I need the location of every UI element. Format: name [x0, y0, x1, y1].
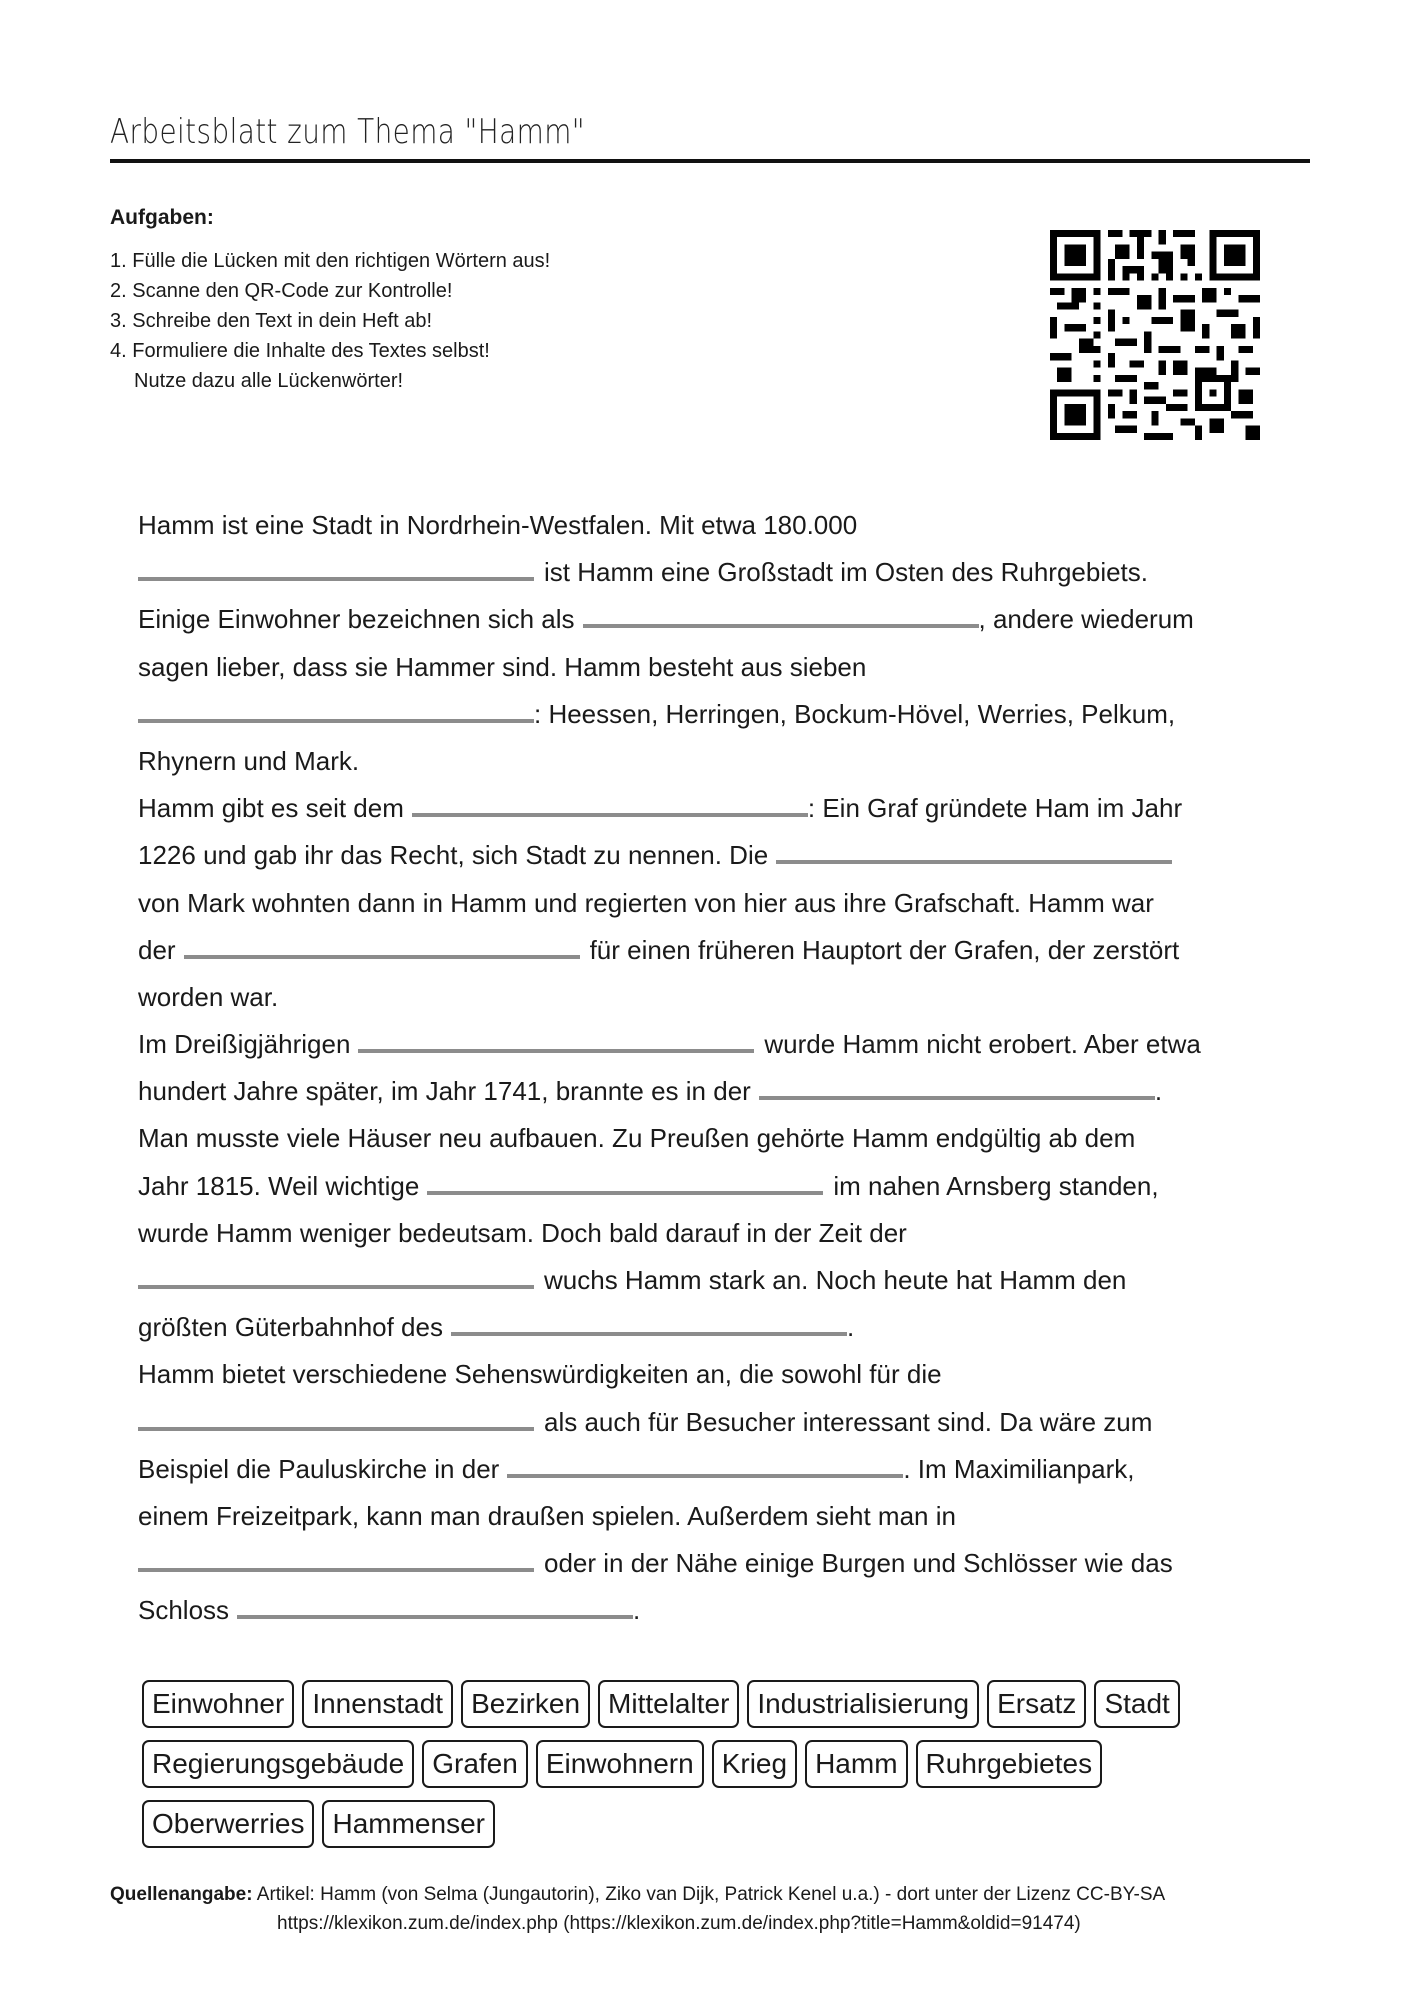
gap-field[interactable] [759, 1076, 1155, 1100]
task-item: 1. Fülle die Lücken mit den richtigen Wörtern aus! [110, 250, 551, 272]
source-citation [110, 1880, 1165, 1938]
gap-field[interactable] [138, 699, 534, 723]
gap-field[interactable] [412, 793, 808, 817]
task-item: 2. Scanne den QR-Code zur Kontrolle! [110, 280, 453, 302]
gap-field[interactable] [138, 1548, 534, 1572]
gap-field[interactable] [138, 1265, 534, 1289]
word-bank-row [142, 1740, 1292, 1788]
word-chip[interactable]: Oberwerries [142, 1800, 314, 1848]
text-line: Hamm bietet verschiedene Sehenswürdigkeiten an, die sowohl für die [138, 1359, 942, 1390]
word-chip[interactable]: Einwohnern [536, 1740, 704, 1788]
word-chip[interactable]: Ersatz [987, 1680, 1086, 1728]
word-chip[interactable]: Hammenser [322, 1800, 494, 1848]
task-item: 3. Schreibe den Text in dein Heft ab! [110, 310, 433, 332]
gap-field[interactable] [451, 1312, 847, 1336]
gap-field[interactable] [776, 840, 1172, 864]
text-line: einem Freizeitpark, kann man draußen spielen. Außerdem sieht man in [138, 1500, 956, 1531]
title-divider [110, 159, 1310, 163]
text-line: 1226 und gab ihr das Recht, sich Stadt zu nennen. Die [138, 832, 1288, 879]
text-line: Rhynern und Mark. [138, 745, 360, 776]
task-item: Nutze dazu alle Lückenwörter! [134, 370, 404, 392]
word-chip[interactable]: Stadt [1094, 1680, 1179, 1728]
word-chip[interactable]: Innenstadt [302, 1680, 453, 1728]
word-bank-row [142, 1800, 1292, 1848]
word-bank [142, 1680, 1292, 1860]
text-line: wuchs Hamm stark an. Noch heute hat Hamm den [138, 1257, 1288, 1304]
gap-field[interactable] [507, 1454, 903, 1478]
text-line: wurde Hamm weniger bedeutsam. Doch bald darauf in der Zeit der [138, 1217, 907, 1248]
source-url[interactable]: https://klexikon.zum.de/index.php (https://klexikon.zum.de/index.php?title=Hamm&oldid=91474) [277, 1913, 1081, 1934]
text-line: der für einen früheren Hauptort der Grafen, der zerstört [138, 934, 1180, 965]
word-chip[interactable]: Grafen [422, 1740, 528, 1788]
text-line: Einige Einwohner bezeichnen sich als , andere wiederum [138, 604, 1194, 635]
source-label: Quellenangabe: [110, 1884, 253, 1905]
page-title: Arbeitsblatt zum Thema "Hamm" [110, 112, 586, 152]
text-line: worden war. [138, 981, 279, 1012]
gap-field[interactable] [583, 604, 979, 628]
task-item: 4. Formuliere die Inhalte des Textes selbst! [110, 340, 490, 362]
word-chip[interactable]: Industrialisierung [747, 1680, 979, 1728]
gap-field[interactable] [358, 1029, 754, 1053]
word-chip[interactable]: Bezirken [461, 1680, 590, 1728]
task-list [110, 246, 550, 396]
word-chip[interactable]: Regierungsgebäude [142, 1740, 414, 1788]
text-line: Im Dreißigjährigen wurde Hamm nicht erobert. Aber etwa [138, 1029, 1201, 1060]
gap-field[interactable] [427, 1171, 823, 1195]
text-line: sagen lieber, dass sie Hammer sind. Hamm besteht aus sieben [138, 651, 867, 682]
gap-field[interactable] [237, 1595, 633, 1619]
text-line: Man musste viele Häuser neu aufbauen. Zu Preußen gehörte Hamm endgültig ab dem [138, 1123, 1136, 1154]
word-chip[interactable]: Einwohner [142, 1680, 294, 1728]
qr-code-icon[interactable] [1050, 230, 1260, 440]
text-line: Schloss . [138, 1595, 641, 1626]
text-line: hundert Jahre später, im Jahr 1741, brannte es in der . [138, 1076, 1163, 1107]
word-chip[interactable]: Mittelalter [598, 1680, 739, 1728]
gap-field[interactable] [138, 1407, 534, 1431]
text-line: von Mark wohnten dann in Hamm und regierten von hier aus ihre Grafschaft. Hamm war [138, 887, 1154, 918]
text-line: Hamm gibt es seit dem : Ein Graf gründete Ham im Jahr [138, 793, 1183, 824]
tasks-heading: Aufgaben: [110, 206, 214, 229]
word-chip[interactable]: Hamm [805, 1740, 907, 1788]
text-line: größten Güterbahnhof des . [138, 1312, 855, 1343]
source-text: Artikel: Hamm (von Selma (Jungautorin), Ziko van Dijk, Patrick Kenel u.a.) - dort unter der Lizenz CC-BY-SA [256, 1884, 1166, 1905]
text-line: Beispiel die Pauluskirche in der . Im Maximilianpark, [138, 1453, 1135, 1484]
text-line: : Heessen, Herringen, Bockum-Hövel, Werries, Pelkum, [138, 691, 1288, 738]
text-line: oder in der Nähe einige Burgen und Schlösser wie das [138, 1540, 1288, 1587]
cloze-text [138, 502, 1288, 1635]
word-bank-row [142, 1680, 1292, 1728]
word-chip[interactable]: Krieg [712, 1740, 797, 1788]
gap-field[interactable] [138, 557, 534, 581]
text-line: als auch für Besucher interessant sind. Da wäre zum [138, 1399, 1288, 1446]
gap-field[interactable] [184, 935, 580, 959]
word-chip[interactable]: Ruhrgebietes [916, 1740, 1103, 1788]
text-line: Jahr 1815. Weil wichtige im nahen Arnsberg standen, [138, 1170, 1159, 1201]
text-line: ist Hamm eine Großstadt im Osten des Ruhrgebiets. [138, 549, 1288, 596]
text-line: Hamm ist eine Stadt in Nordrhein-Westfalen. Mit etwa 180.000 [138, 510, 858, 540]
